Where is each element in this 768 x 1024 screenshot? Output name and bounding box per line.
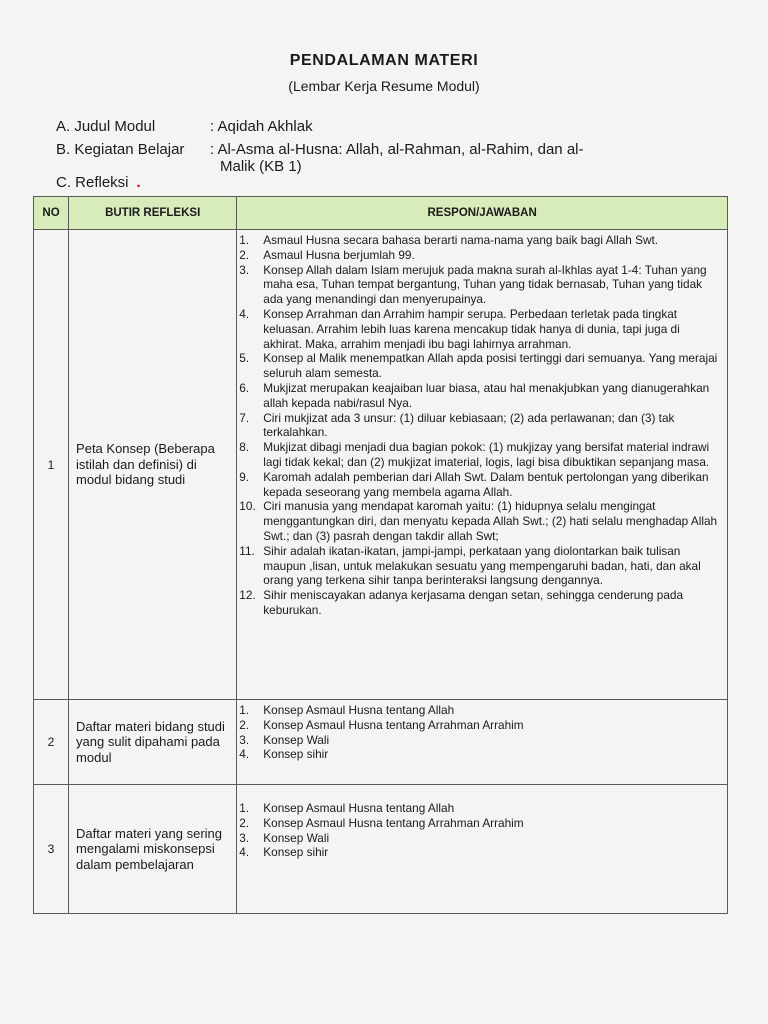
- list-item-number: 1.: [239, 233, 250, 247]
- header-butir: BUTIR REFLEKSI: [69, 197, 237, 230]
- list-item-number: 3.: [239, 262, 250, 277]
- meta-label-kegiatan: B. Kegiatan Belajar: [56, 141, 185, 158]
- list-item-text: Ciri manusia yang mendapat karomah yaitu: (1) hidupnya selalu mengingat menggantungkan diri, dan menyatu kepada Allah Swt.; (2) hati selalu menghadap Allah Swt.; dan (3) pasrah dengan takdir allah Swt;: [263, 499, 718, 543]
- list-item-text: Konsep Wali: [263, 830, 330, 845]
- list-item: [239, 381, 721, 411]
- list-item-text: Konsep Asmaul Husna tentang Allah: [263, 703, 455, 717]
- page-title: PENDALAMAN MATERI: [289, 52, 479, 69]
- meta-value-kegiatan-line1: : Al-Asma al-Husna: Allah, al-Rahman, al-Rahim, dan al-: [210, 141, 584, 158]
- list-item-number: 1.: [239, 703, 250, 717]
- list-item: [239, 845, 721, 860]
- table-header-row: [34, 197, 728, 230]
- list-item: [239, 263, 721, 307]
- butir-refleksi-cell: Daftar materi yang sering mengalami miskonsepsi dalam pembelajaran: [69, 785, 237, 914]
- list-item: [239, 351, 721, 381]
- list-item: [239, 248, 721, 263]
- list-item: [239, 801, 721, 816]
- list-item-number: 10.: [239, 499, 256, 514]
- table-row: [34, 700, 728, 785]
- list-item-text: Konsep al Malik menempatkan Allah apda posisi tertinggi dari semuanya. Yang merajai seluruh alam semesta.: [263, 351, 718, 381]
- list-item-text: Ciri mukjizat ada 3 unsur: (1) diluar kebiasaan; (2) ada perlawanan; dan (3) tak terkalahkan.: [263, 410, 675, 440]
- list-item-text: Konsep Allah dalam Islam merujuk pada makna surah al-Ikhlas ayat 1-4: Tuhan yang maha esa, Tuhan tempat bergantung, Tuhan yang tidak bernasab, Tuhan yang tidak ada yang menandingi dan menyerupainya.: [263, 262, 707, 307]
- list-item-text: Konsep Arrahman dan Arrahim hampir serupa. Perbedaan terletak pada tingkat keluasan. Arrahim lebih luas karena mencakup tidak hanya di dunia, tapi juga di akhirat. Maka, arrahim menjadi ibu bagi lahirnya arrahman.: [263, 306, 680, 351]
- butir-refleksi-cell: Peta Konsep (Beberapa istilah dan definisi) di modul bidang studi: [69, 230, 237, 700]
- list-item: [239, 816, 721, 831]
- list-item-text: Asmaul Husna berjumlah 99.: [263, 247, 415, 262]
- list-item: [239, 307, 721, 351]
- header-respon: RESPON/JAWABAN: [237, 197, 728, 230]
- list-item-number: 3.: [239, 830, 250, 845]
- row-number: 1: [34, 230, 69, 700]
- meta-label-refleksi: C. Refleksi .: [56, 174, 141, 191]
- respon-list: [239, 801, 721, 860]
- list-item-number: 6.: [239, 380, 250, 395]
- list-item-text: Konsep Asmaul Husna tentang Arrahman Arrahim: [263, 815, 524, 830]
- list-item: [239, 470, 721, 500]
- row-number: 3: [34, 785, 69, 914]
- list-item-number: 2.: [239, 717, 250, 732]
- list-item-text: Sihir meniscayakan adanya kerjasama dengan setan, sehingga cenderung pada keburukan.: [263, 588, 684, 617]
- list-item-text: Karomah adalah pemberian dari Allah Swt. Dalam bentuk pertolongan yang diberikan kepada seseorang yang membela agama Allah.: [263, 469, 709, 499]
- list-item: [239, 544, 721, 588]
- respon-cell: [237, 700, 728, 785]
- list-item-number: 4.: [239, 747, 250, 762]
- list-item-number: 8.: [239, 440, 250, 455]
- list-item: [239, 233, 721, 248]
- list-item-text: Mukjizat dibagi menjadi dua bagian pokok: (1) mukjizay yang bersifat material indrawi lagi tidak kekal; dan (2) mukjizat imaterial, logis, lagi bisa dibuktikan sepanjang masa.: [263, 440, 710, 469]
- list-item-number: 9.: [239, 469, 250, 484]
- page-subtitle: (Lembar Kerja Resume Modul): [288, 78, 480, 94]
- list-item-text: Konsep Asmaul Husna tentang Arrahman Arrahim: [263, 717, 524, 732]
- row-number: 2: [34, 700, 69, 785]
- list-item: [239, 747, 721, 762]
- list-item-text: Konsep sihir: [263, 747, 329, 762]
- meta-label-judul: A. Judul Modul: [56, 118, 156, 135]
- list-item-number: 2.: [239, 815, 250, 830]
- refleksi-table: [33, 196, 728, 914]
- list-item-number: 4.: [239, 306, 250, 321]
- list-item-number: 4.: [239, 845, 250, 860]
- list-item: [239, 831, 721, 846]
- list-item-number: 7.: [239, 410, 250, 425]
- list-item: [239, 718, 721, 733]
- table-row: [34, 785, 728, 914]
- list-item: [239, 733, 721, 748]
- list-item-number: 12.: [239, 588, 256, 603]
- list-item: [239, 499, 721, 543]
- red-mark: .: [136, 174, 141, 191]
- butir-refleksi-cell: Daftar materi bidang studi yang sulit dipahami pada modul: [69, 700, 237, 785]
- list-item-number: 3.: [239, 732, 250, 747]
- list-item-text: Konsep Wali: [263, 732, 330, 747]
- list-item-text: Mukjizat merupakan keajaiban luar biasa, atau hal menakjubkan yang dianugerahkan allah kepada nabi/rasul Nya.: [263, 380, 710, 410]
- respon-cell: [237, 230, 728, 700]
- meta-value-judul: : Aqidah Akhlak: [210, 118, 313, 135]
- list-item-number: 1.: [239, 801, 250, 815]
- list-item-text: Konsep sihir: [263, 845, 329, 860]
- meta-value-kegiatan-line2: Malik (KB 1): [220, 158, 302, 175]
- list-item-text: Sihir adalah ikatan-ikatan, jampi-jampi, perkataan yang diolontarkan baik tulisan maupun ,lisan, untuk melakukan sesuatu yang mempengaruhi badan, hati, dan akal orang yang terkena sihir tanpa berinteraksi langsung dengannya.: [263, 543, 701, 588]
- respon-list: [239, 703, 721, 762]
- list-item-number: 2.: [239, 247, 250, 262]
- list-item-text: Asmaul Husna secara bahasa berarti nama-nama yang baik bagi Allah Swt.: [263, 233, 659, 247]
- list-item-number: 5.: [239, 351, 250, 366]
- list-item-text: Konsep Asmaul Husna tentang Allah: [263, 801, 455, 815]
- list-item: [239, 411, 721, 441]
- respon-list: [239, 233, 721, 618]
- list-item: [239, 703, 721, 718]
- list-item: [239, 588, 721, 618]
- respon-cell: [237, 785, 728, 914]
- list-item: [239, 440, 721, 470]
- header-no: NO: [34, 197, 69, 230]
- list-item-number: 11.: [239, 543, 255, 558]
- table-row: [34, 230, 728, 700]
